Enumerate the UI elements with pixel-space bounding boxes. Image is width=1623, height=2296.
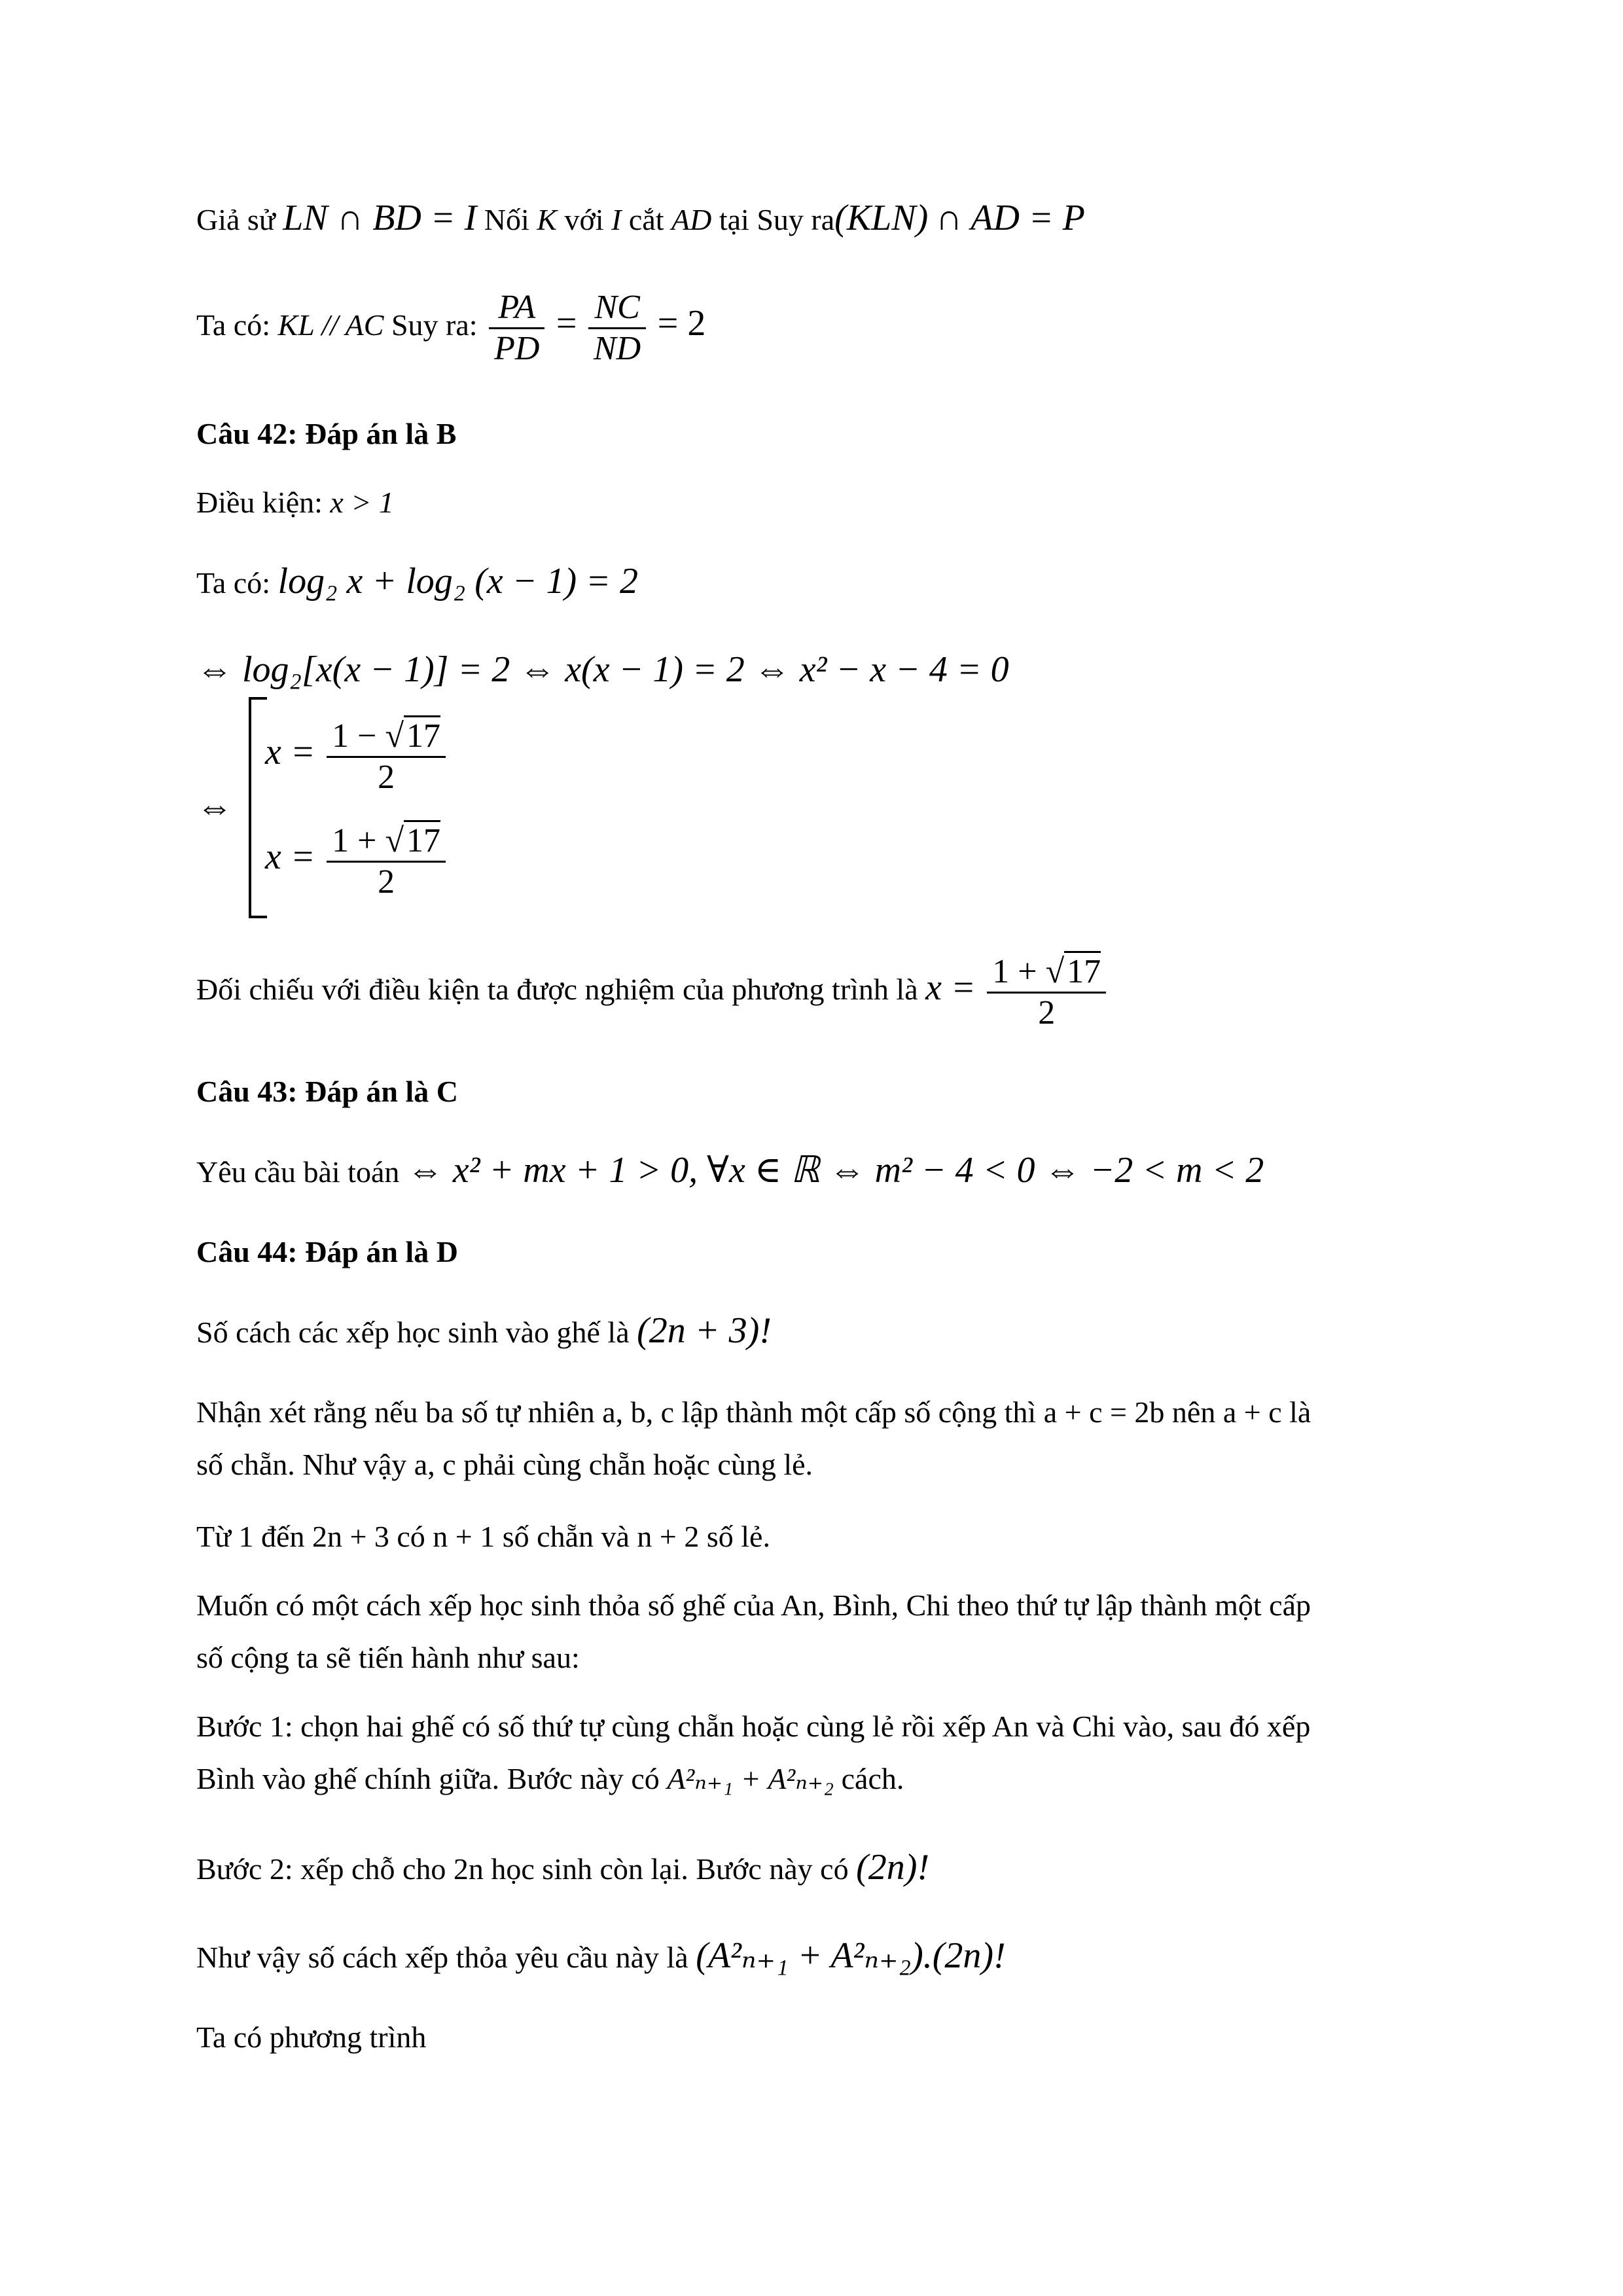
fraction-sol-1: $\frac{1 - √17}{2}$ — [327, 717, 446, 797]
text: cắt — [628, 203, 664, 236]
line-assumption — [196, 196, 1085, 240]
fraction-nc-nd: $\frac{NC}{ND}$ — [588, 288, 646, 368]
math-ad: AD — [671, 203, 712, 236]
math-kl-ac: KL // AC — [277, 308, 384, 342]
heading-cau-42: Câu 42: Đáp án là B — [196, 417, 457, 450]
line-so-cach: Số cách các xếp học sinh vào ghế là (2n + 3)! — [196, 1310, 772, 1351]
line-muon-1: Muốn có một cách xếp học sinh thỏa số ghế của An, Bình, Chi theo thứ tự lập thành một cấp — [196, 1588, 1311, 1622]
line-buoc-2: Bước 2: xếp chỗ cho 2n học sinh còn lại. Bước này có (2n)! — [196, 1847, 930, 1888]
fraction-final: $\frac{1 + √17}{2}$ — [987, 952, 1106, 1033]
math-eq2: = 2 — [657, 302, 706, 344]
text: tại Suy ra — [719, 203, 835, 236]
line-muon-2: số cộng ta sẽ tiến hành như sau: — [196, 1641, 580, 1674]
math-cap-ad: ∩ AD = P — [935, 198, 1085, 238]
heading-cau-44: Câu 44: Đáp án là D — [196, 1235, 459, 1268]
line-nhu-vay: Như vậy số cách xếp thỏa yêu cầu này là (A²ₙ₊₁ + A²ₙ₊₂).(2n)! — [196, 1935, 1006, 1976]
text: Nối — [484, 203, 529, 236]
math-k: K — [537, 203, 557, 236]
text: Ta có: — [196, 308, 271, 342]
math-kln: (KLN) — [834, 198, 929, 238]
line-buoc-1-2: Bình vào ghế chính giữa. Bước này có A²ₙ₊₁ + A²ₙ₊₂ cách. — [196, 1762, 904, 1795]
math-i: I — [611, 203, 622, 236]
solution-bracket — [249, 697, 267, 918]
text: Suy ra: — [391, 308, 478, 342]
line-ratio: Ta có: KL // AC Suy ra: $\frac{PA}{PD}$ = $\frac{NC}{ND}$ = 2 — [196, 289, 706, 367]
line-equivalence: ⇔ log₂[x(x − 1)] = 2 ⇔ x(x − 1) = 2 ⇔ x² − x − 4 = 0 — [196, 649, 1009, 690]
line-tu-1: Từ 1 đến 2n + 3 có n + 1 số chẵn và n + 2 số lẻ. — [196, 1520, 770, 1553]
line-equation: Ta có: log₂ x + log₂ (x − 1) = 2 — [196, 561, 638, 601]
heading-cau-43: Câu 43: Đáp án là C — [196, 1075, 459, 1108]
line-final-solution: Đối chiếu với điều kiện ta được nghiệm của phương trình là x = $\frac{1 + √17}{2}$ — [196, 952, 1110, 1033]
solution-2: x = $\frac{1 + √17}{2}$ — [265, 821, 450, 902]
iff-symbol: ⇔ — [196, 787, 233, 827]
line-ta-co-pt: Ta có phương trình — [196, 2020, 427, 2054]
fraction-pa-pd: $\frac{PA}{PD}$ — [489, 288, 544, 368]
line-buoc-1-1: Bước 1: chọn hai ghế có số thứ tự cùng chẵn hoặc cùng lẻ rồi xếp An và Chi vào, sau đó xếp — [196, 1710, 1311, 1743]
line-requirement: Yêu cầu bài toán ⇔ x² + mx + 1 > 0, ∀x ∈ ℝ ⇔ m² − 4 < 0 ⇔ −2 < m < 2 — [196, 1150, 1264, 1191]
fraction-sol-2: $\frac{1 + √17}{2}$ — [327, 821, 446, 902]
solution-1: x = $\frac{1 - √17}{2}$ — [265, 717, 450, 797]
text: với — [564, 203, 604, 236]
math-ln-bd: LN ∩ BD = I — [283, 198, 477, 238]
line-nhan-xet-1: Nhận xét rằng nếu ba số tự nhiên a, b, c lập thành một cấp số cộng thì a + c = 2b nên a + c là — [196, 1395, 1311, 1429]
line-condition: Điều kiện: x > 1 — [196, 486, 394, 519]
text: Giả sử — [196, 203, 276, 236]
line-nhan-xet-2: số chẵn. Như vậy a, c phải cùng chẵn hoặc cùng lẻ. — [196, 1448, 813, 1481]
